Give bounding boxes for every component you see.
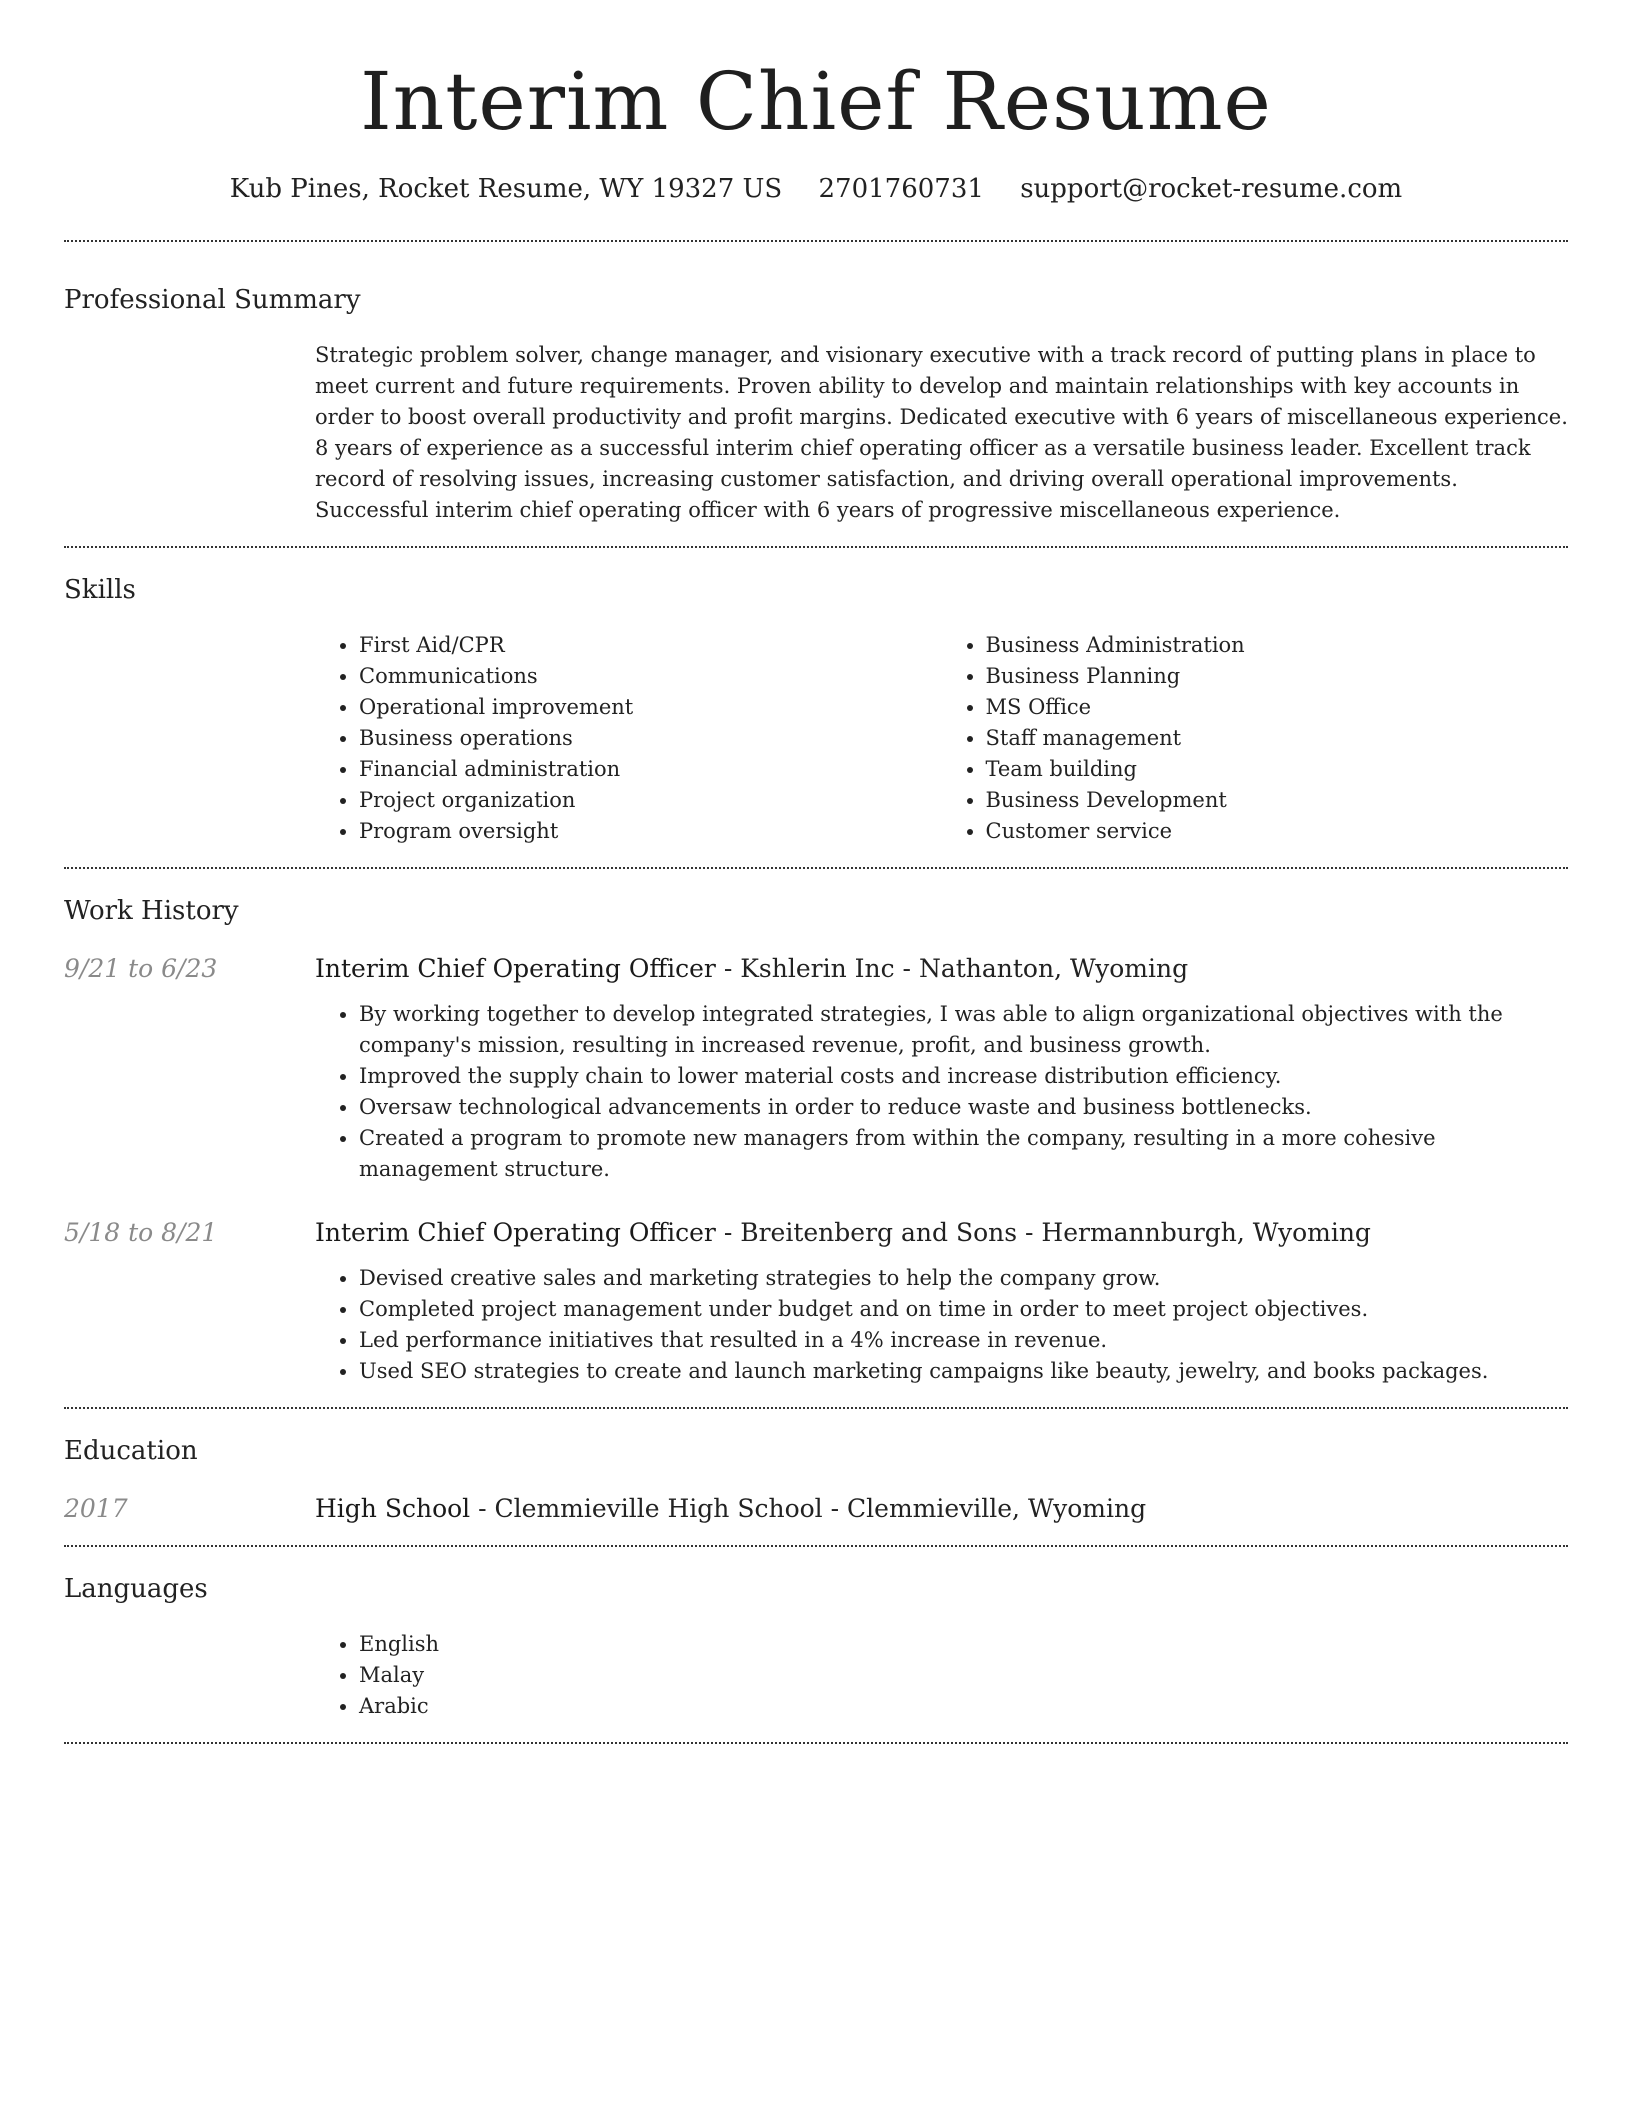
resume-title: Interim Chief Resume (360, 55, 1272, 148)
contact-line (64, 172, 1568, 206)
list-item: • By working together to develop integrated strategies, I was able to align organizational objectives with the company's mission, resulting in increased revenue, profit, and business growth. (359, 999, 1568, 1061)
list-item: • Devised creative sales and marketing strategies to help the company grow. (359, 1263, 1568, 1294)
list-item: • Communications (359, 661, 942, 692)
list-item: • Arabic (359, 1691, 1568, 1722)
skills-section (64, 548, 1568, 867)
job-role: Interim Chief Operating Officer (315, 1218, 716, 1247)
list-item: • Used SEO strategies to create and launch marketing campaigns like beauty, jewelry, and books packages. (359, 1356, 1568, 1387)
list-item: • Staff management (986, 723, 1569, 754)
section-title-work: Work History (64, 896, 239, 926)
list-item: • Led performance initiatives that resulted in a 4% increase in revenue. (359, 1325, 1568, 1356)
list-item: • Team building (986, 754, 1569, 785)
list-item: • MS Office (986, 692, 1569, 723)
skills-column-right (942, 630, 1569, 847)
job-entry (64, 953, 1568, 1185)
contact-address: Kub Pines, Rocket Resume, WY 19327 US (229, 174, 783, 204)
list-item: • English (359, 1629, 1568, 1660)
skills-list (315, 630, 1568, 847)
list-item: • Completed project management under budget and on time in order to meet project objectives. (359, 1294, 1568, 1325)
divider (64, 1742, 1568, 1744)
list-item: • Created a program to promote new managers from within the company, resulting in a more cohesive management structure. (359, 1123, 1568, 1185)
job-dates: 5/18 to 8/21 (64, 1218, 218, 1247)
job-heading (315, 1217, 1568, 1249)
list-item: • Business Development (986, 785, 1569, 816)
list-item: • Project organization (359, 785, 942, 816)
list-item: • Financial administration (359, 754, 942, 785)
contact-email: support@rocket-resume.com (1020, 174, 1403, 204)
list-item: • Customer service (986, 816, 1569, 847)
list-item: • First Aid/CPR (359, 630, 942, 661)
job-heading (315, 953, 1568, 985)
list-item: • Business Planning (986, 661, 1569, 692)
work-history-section (64, 869, 1568, 1407)
education-degree: High School (315, 1494, 471, 1523)
job-entry (64, 1217, 1568, 1387)
section-title-languages: Languages (64, 1574, 208, 1604)
education-section (64, 1409, 1568, 1545)
list-item: • Business Administration (986, 630, 1569, 661)
section-title-summary: Professional Summary (64, 285, 361, 315)
summary-section (64, 242, 1568, 546)
skills-column-left (315, 630, 942, 847)
education-heading (315, 1493, 1568, 1525)
section-title-skills: Skills (64, 575, 136, 605)
languages-list (315, 1629, 1568, 1722)
job-bullets (315, 999, 1568, 1185)
resume-header (64, 0, 1568, 206)
contact-phone: 2701760731 (818, 174, 984, 204)
summary-text: Strategic problem solver, change manager, and visionary executive with a track record of putting plans in place to meet current and future requirements. Proven ability to develop and maintain relationships with key accounts in order to boost overall productivity and profit margins. Dedicated executive with 6 years of miscellaneous experience. 8 years of experience as a successful interim chief operating officer as a versatile business leader. Excellent track record of resolving issues, increasing customer satisfaction, and driving overall operational improvements. Successful interim chief operating officer with 6 years of progressive miscellaneous experience. (315, 343, 1568, 522)
job-role: Interim Chief Operating Officer (315, 954, 716, 983)
list-item: • Oversaw technological advancements in order to reduce waste and business bottlenecks. (359, 1092, 1568, 1123)
list-item: • Business operations (359, 723, 942, 754)
list-item: • Improved the supply chain to lower material costs and increase distribution efficiency. (359, 1061, 1568, 1092)
list-item: • Operational improvement (359, 692, 942, 723)
education-year: 2017 (64, 1494, 128, 1523)
section-title-education: Education (64, 1436, 198, 1466)
job-details: - Breitenberg and Sons - Hermannburgh, Wyoming (715, 1218, 1371, 1247)
job-bullets (315, 1263, 1568, 1387)
education-entry (64, 1493, 1568, 1525)
job-dates: 9/21 to 6/23 (64, 954, 218, 983)
languages-section (64, 1547, 1568, 1742)
list-item: • Program oversight (359, 816, 942, 847)
job-details: - Kshlerin Inc - Nathanton, Wyoming (715, 954, 1189, 983)
education-details: - Clemmieville High School - Clemmieville, Wyoming (470, 1494, 1147, 1523)
list-item: • Malay (359, 1660, 1568, 1691)
